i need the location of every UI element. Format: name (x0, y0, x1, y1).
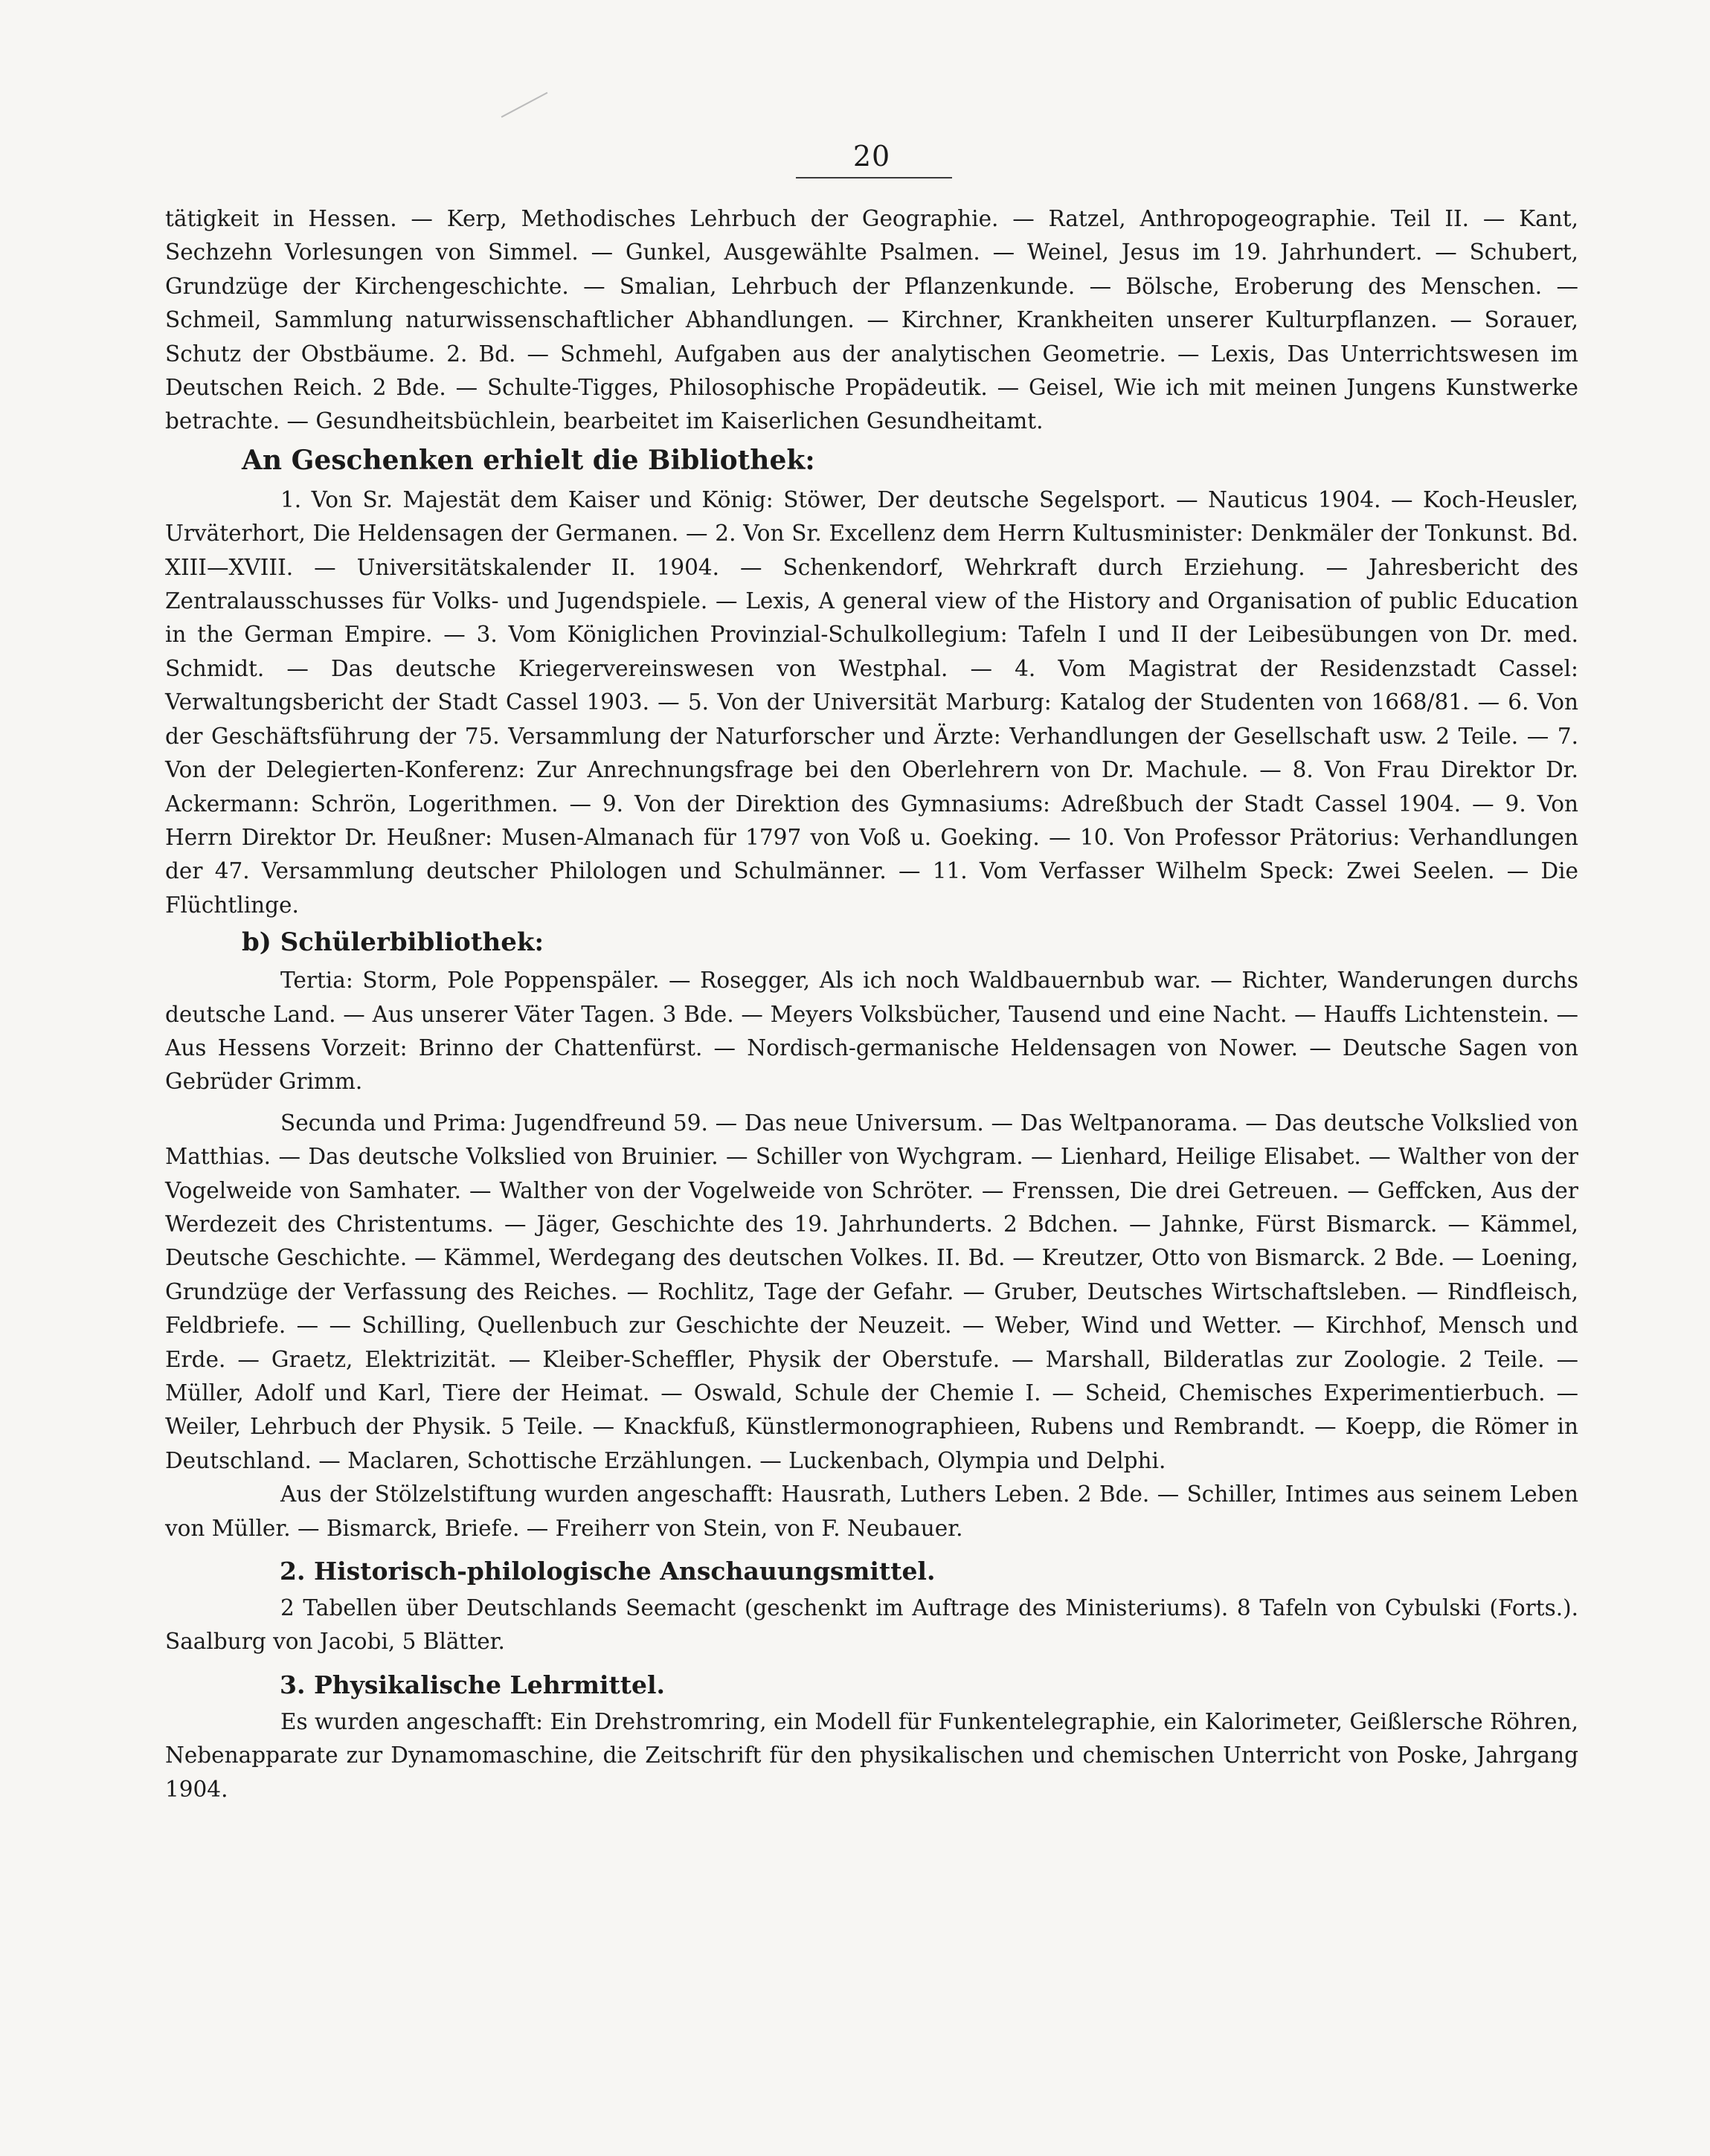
section-2-heading: 2. Historisch-philologische Anschauungsmittel. (280, 1557, 936, 1586)
tertia-paragraph: Tertia: Storm, Pole Poppenspäler. — Rosegger, Als ich noch Waldbauernbub war. — Richter, Wanderungen durchs deutsche Land. — Aus unserer Väter Tagen. 3 Bde. — Meyers Volksbücher, Tausend und eine Nacht. — Hauffs Lichtenstein. — Aus Hessens Vorzeit: Brinno der Chattenfürst. — Nordisch-germanische Heldensagen von Nower. — Deutsche Sagen von Gebrüder Grimm. (165, 968, 1578, 1095)
secunda-prima-paragraph: Secunda und Prima: Jugendfreund 59. — Das neue Universum. — Das Weltpanorama. — Das deutsche Volkslied von Matthias. — Das deutsche Volkslied von Bruinier. — Schiller von Wychgram. — Lienhard, Heilige Elisabet. — Walther von der Vogelweide von Samhater. — Walther von der Vogelweide von Schröter. — Frenssen, Die drei Getreuen. — Geffcken, Aus der Werdezeit des Christentums. — Jäger, Geschichte des 19. Jahrhunderts. 2 Bdchen. — Jahnke, Fürst Bismarck. — Kämmel, Deutsche Geschichte. — Kämmel, Werdegang des deutschen Volkes. II. Bd. — Kreutzer, Otto von Bismarck. 2 Bde. — Loening, Grundzüge der Verfassung des Reiches. — Rochlitz, Tage der Gefahr. — Gruber, Deutsches Wirtschaftsleben. — Rindfleisch, Feldbriefe. — — Schilling, Quellenbuch zur Geschichte der Neuzeit. — Weber, Wind und Wetter. — Kirchhof, Mensch und Erde. — Graetz, Elektrizität. — Kleiber-Scheffler, Physik der Oberstufe. — Marshall, Bilderatlas zur Zoologie. 2 Teile. — Müller, Adolf und Karl, Tiere der Heimat. — Oswald, Schule der Chemie I. — Scheid, Chemisches Experimentierbuch. — Weiler, Lehrbuch der Physik. 5 Teile. — Knackfuß, Künstlermonographieen, Rubens und Rembrandt. — Koepp, die Römer in Deutschland. — Maclaren, Schottische Erzählungen. — Luckenbach, Olympia und Delphi. (165, 1110, 1578, 1473)
document-page (165, 0, 1578, 2156)
student-library-heading: b) Schülerbibliothek: (242, 927, 544, 958)
page-number-underline (796, 177, 952, 178)
paragraph-gap (165, 1099, 1578, 1107)
intro-paragraph: tätigkeit in Hessen. — Kerp, Methodisches Lehrbuch der Geographie. — Ratzel, Anthropogeographie. Teil II. — Kant, Sechzehn Vorlesungen von Simmel. — Gunkel, Ausgewählte Psalmen. — Weinel, Jesus im 19. Jahrhundert. — Schubert, Grundzüge der Kirchengeschichte. — Smalian, Lehrbuch der Pflanzenkunde. — Bölsche, Eroberung des Menschen. — Schmeil, Sammlung naturwissenschaftlicher Abhandlungen. — Kirchner, Krankheiten unserer Kulturpflanzen. — Sorauer, Schutz der Obstbäume. 2. Bd. — Schmehl, Aufgaben aus der analytischen Geometrie. — Lexis, Das Unterrichtswesen im Deutschen Reich. 2 Bde. — Schulte-Tigges, Philosophische Propädeutik. — Geisel, Wie ich mit meinen Jungens Kunstwerke betrachte. — Gesundheitsbüchlein, bearbeitet im Kaiserlichen Gesundheitamt. (165, 206, 1578, 434)
stoelzel-paragraph: Aus der Stölzelstiftung wurden angeschafft: Hausrath, Luthers Leben. 2 Bde. — Schiller, Intimes aus seinem Leben von Müller. — Bismarck, Briefe. — Freiherr von Stein, von F. Neubauer. (165, 1481, 1578, 1541)
gifts-paragraph: 1. Von Sr. Majestät dem Kaiser und König: Stöwer, Der deutsche Segelsport. — Nauticus 1904. — Koch-Heusler, Urväterhort, Die Heldensagen der Germanen. — 2. Von Sr. Excellenz dem Herrn Kultusminister: Denkmäler der Tonkunst. Bd. XIII—XVIII. — Universitätskalender II. 1904. — Schenkendorf, Wehrkraft durch Erziehung. — Jahresbericht des Zentralausschusses für Volks- und Jugendspiele. — Lexis, A general view of the History and Organisation of public Education in the German Empire. — 3. Vom Königlichen Provinzial-Schulkollegium: Tafeln I und II der Leibesübungen von Dr. med. Schmidt. — Das deutsche Kriegervereinswesen von Westphal. — 4. Vom Magistrat der Residenzstadt Cassel: Verwaltungsbericht der Stadt Cassel 1903. — 5. Von der Universität Marburg: Katalog der Studenten von 1668/81. — 6. Von der Geschäftsführung der 75. Versammlung der Naturforscher und Ärzte: Verhandlungen der Gesellschaft usw. 2 Teile. — 7. Von der Delegierten-Konferenz: Zur Anrechnungsfrage bei den Oberlehrern von Dr. Machule. — 8. Von Frau Direktor Dr. Ackermann: Schrön, Logerithmen. — 9. Von der Direktion des Gymnasiums: Adreßbuch der Stadt Cassel 1904. — 9. Von Herrn Direktor Dr. Heußner: Musen-Almanach für 1797 von Voß u. Goeking. — 10. Von Professor Prätorius: Verhandlungen der 47. Versammlung deutscher Philologen und Schulmänner. — 11. Vom Verfasser Wilhelm Speck: Zwei Seelen. — Die Flüchtlinge. (165, 486, 1578, 918)
section-2-paragraph: 2 Tabellen über Deutschlands Seemacht (geschenkt im Auftrage des Ministeriums). 8 Tafeln von Cybulski (Forts.). Saalburg von Jacobi, 5 Blätter. (165, 1595, 1578, 1655)
section-3-heading: 3. Physikalische Lehrmittel. (280, 1670, 666, 1699)
document-body (165, 202, 1578, 1806)
gifts-heading: An Geschenken erhielt die Bibliothek: (242, 444, 815, 476)
page-number: 20 (852, 140, 891, 173)
section-3-paragraph: Es wurden angeschafft: Ein Drehstromring, ein Modell für Funkentelegraphie, ein Kalorimeter, Geißlersche Röhren, Nebenapparate zur Dynamomaschine, die Zeitschrift für den physikalischen und chemischen Unterricht von Poske, Jahrgang 1904. (165, 1708, 1578, 1802)
